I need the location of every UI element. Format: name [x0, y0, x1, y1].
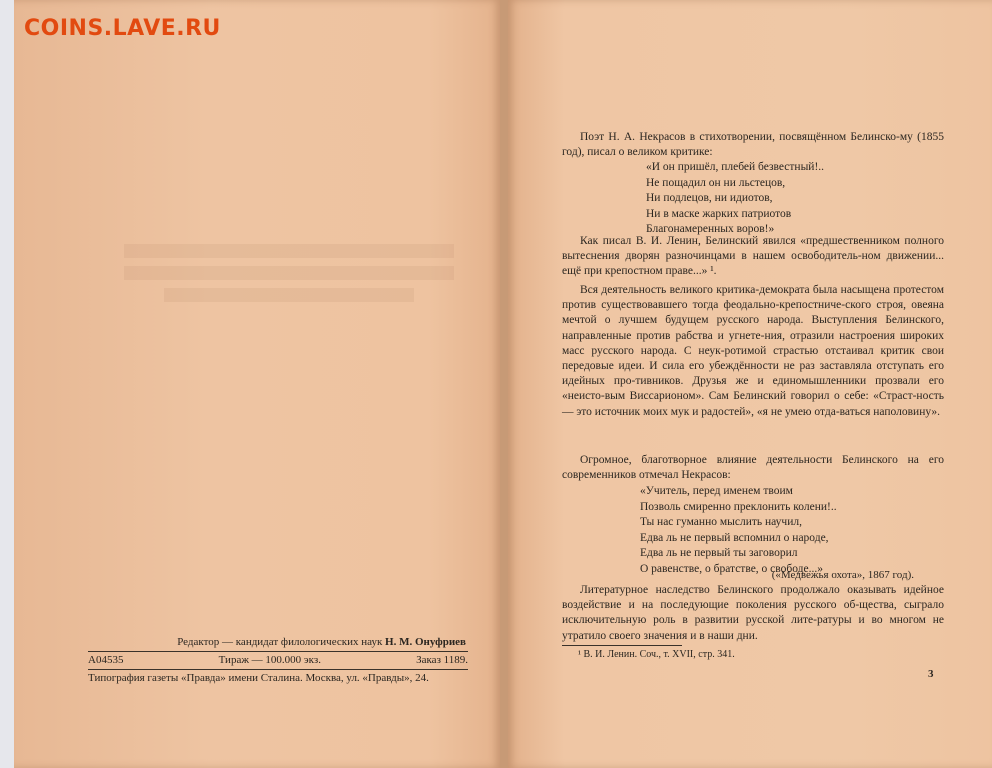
imprint-rule-bottom — [88, 669, 468, 670]
footnote: ¹ В. И. Ленин. Соч., т. XVII, стр. 341. — [578, 649, 735, 660]
imprint-row — [88, 654, 468, 666]
verse-line: Ни подлецов, ни идиотов, — [646, 192, 773, 205]
verse-2 — [640, 484, 837, 578]
editor-line — [88, 636, 466, 648]
influence-paragraph: Огромное, благотворное влияние деятельности Белинского на его современников отмечал Некрасов: — [562, 454, 944, 482]
lenin-paragraph: Как писал В. И. Ленин, Белинский явился «предшественником полного вытеснения дворян разночинцами в нашем освободитель-ном движении... ещё при крепостном праве...» ¹. — [562, 235, 944, 278]
printer-line: Типография газеты «Правда» имени Сталина. Москва, ул. «Правды», 24. — [88, 672, 429, 684]
verse-1 — [646, 160, 824, 238]
book-spine — [500, 0, 508, 768]
verse-line: Едва ль не первый ты заговорил — [640, 547, 798, 560]
verse-line: Едва ль не первый вспомнил о народе, — [640, 531, 829, 544]
editor-name: Н. М. Онуфриев — [385, 636, 466, 648]
verse-line: Позволь смиренно преклонить колени!.. — [640, 500, 837, 513]
watermark: COINS.LAVE.RU — [24, 16, 221, 41]
verse-source: («Медвежья охота», 1867 год). — [771, 569, 914, 581]
show-through-line — [124, 266, 454, 280]
intro-paragraph: Поэт Н. А. Некрасов в стихотворении, посвящённом Белинско-му (1855 год), писал о великом критике: — [562, 131, 944, 159]
footnote-rule — [562, 645, 682, 646]
verse-line: «Учитель, перед именем твоим — [640, 485, 793, 497]
editor-label: Редактор — кандидат филологических наук — [177, 636, 383, 648]
page-number: 3 — [928, 668, 934, 680]
verse-line: Благонамеренных воров!» — [646, 223, 775, 236]
legacy-paragraph: Литературное наследство Белинского продолжало оказывать идейное воздействие и на последующие поколения русского об-щества, сыграло исключительную роль в развитии русской лите-ратуры и во многом не утратило своего значения и в наши дни. — [562, 584, 944, 642]
order-number: Заказ 1189. — [416, 654, 468, 666]
verse-line: Не пощадил он ни льстецов, — [646, 176, 786, 189]
left-page — [14, 0, 502, 768]
show-through-line — [124, 244, 454, 258]
verse-line: «И он пришёл, плебей безвестный!.. — [646, 161, 825, 173]
order-code: А04535 — [88, 654, 124, 666]
verse-line: О равенстве, о братстве, о свободе...» — [640, 562, 823, 575]
activity-paragraph: Вся деятельность великого критика-демократа была насыщена протестом против существовавшего тогда феодально-крепостниче-ского строя, овеяна мечтой о лучшем будущем русского народа. Выступления Белинского, направленные против рабства и угнете-ния, отразили настроения широких масс русского народа. С неук-ротимой страстью отстаивал критик свои передовые идеи. И сила его убеждённости не раз заставляла отступать его идейных про-тивников. Друзья же и единомышленники прозвали его «неисто-вым Виссарионом». Сам Белинский говорил о себе: «Страст-ность — это источник моих мук и радостей», «я не умею отда-ваться наполовину». — [562, 284, 944, 418]
show-through-line — [164, 288, 414, 302]
verse-line: Ты нас гуманно мыслить научил, — [640, 516, 802, 529]
imprint-rule-top — [88, 651, 468, 652]
verse-line: Ни в маске жарких патриотов — [646, 207, 792, 220]
print-run: Тираж — 100.000 экз. — [218, 654, 321, 666]
